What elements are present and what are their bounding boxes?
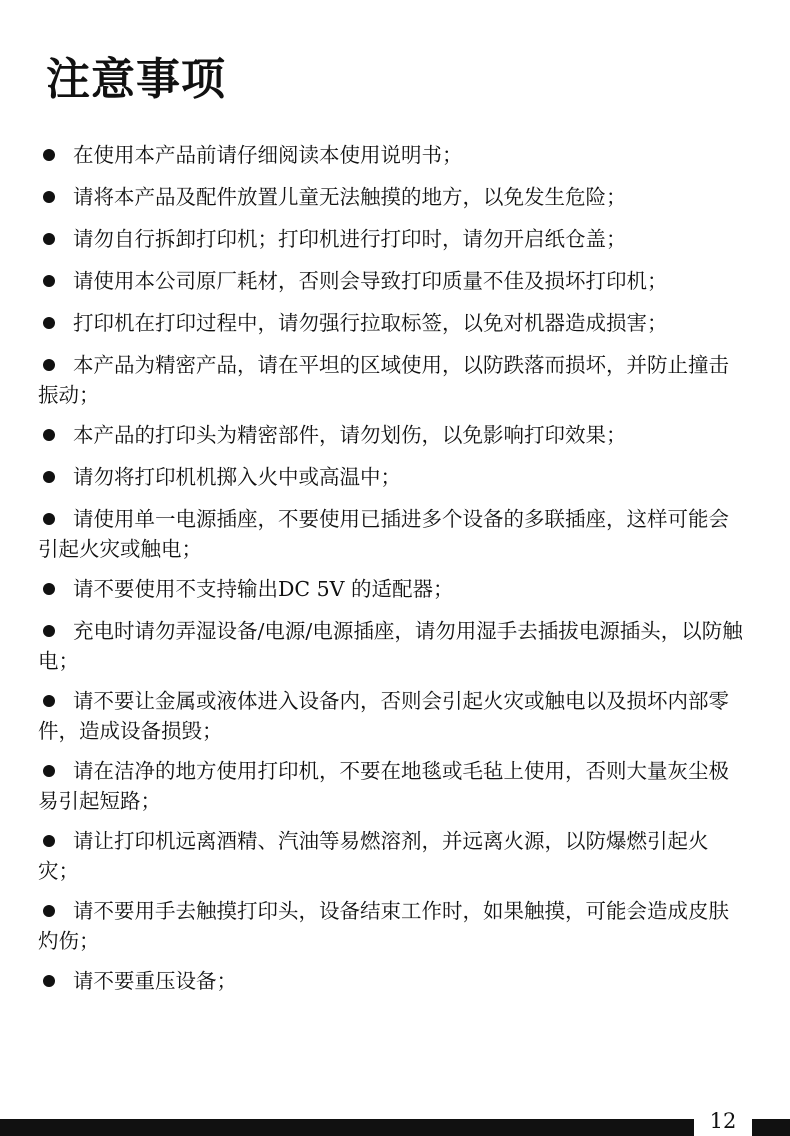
- bullet-icon: [43, 471, 55, 483]
- footer-bar: [0, 1119, 694, 1136]
- list-item-text: 请不要用手去触摸打印头，设备结束工作时，如果触摸，可能会造成皮肤灼伤；: [38, 899, 729, 953]
- list-item: [38, 826, 743, 886]
- list-item: [38, 350, 743, 410]
- list-item-text: 在使用本产品前请仔细阅读本使用说明书；: [73, 143, 463, 167]
- bullet-icon: [43, 359, 55, 371]
- list-item-text: 请让打印机远离酒精、汽油等易燃溶剂，并远离火源，以防爆燃引起火灾；: [38, 829, 709, 883]
- list-item: [38, 756, 743, 816]
- list-item-text: 请在洁净的地方使用打印机，不要在地毯或毛毡上使用，否则大量灰尘极易引起短路；: [38, 759, 729, 813]
- list-item: [38, 140, 743, 170]
- bullet-icon: [43, 149, 55, 161]
- list-item-text: 请不要使用不支持输出DC 5V 的适配器；: [73, 577, 454, 601]
- bullet-icon: [43, 233, 55, 245]
- bullet-icon: [43, 191, 55, 203]
- list-item-text: 请将本产品及配件放置儿童无法触摸的地方，以免发生危险；: [73, 185, 627, 209]
- bullet-icon: [43, 905, 55, 917]
- list-item-text: 本产品的打印头为精密部件，请勿划伤，以免影响打印效果；: [73, 423, 627, 447]
- list-item-text: 本产品为精密产品，请在平坦的区域使用，以防跌落而损坏，并防止撞击振动；: [38, 353, 729, 407]
- list-item-text: 请勿自行拆卸打印机；打印机进行打印时，请勿开启纸仓盖；: [73, 227, 627, 251]
- bullet-icon: [43, 513, 55, 525]
- list-item: [38, 420, 743, 450]
- bullet-icon: [43, 625, 55, 637]
- bullet-icon: [43, 765, 55, 777]
- list-item-text: 请不要让金属或液体进入设备内，否则会引起火灾或触电以及损坏内部零件，造成设备损毁；: [38, 689, 729, 743]
- bullet-icon: [43, 583, 55, 595]
- bullet-icon: [43, 835, 55, 847]
- list-item: [38, 308, 743, 338]
- list-item: [38, 504, 743, 564]
- list-item: [38, 686, 743, 746]
- page-number: 12: [709, 1109, 737, 1133]
- list-item-text: 打印机在打印过程中，请勿强行拉取标签，以免对机器造成损害；: [73, 311, 668, 335]
- list-item: [38, 266, 743, 296]
- precautions-list: [38, 140, 743, 1008]
- list-item: [38, 966, 743, 996]
- bullet-icon: [43, 429, 55, 441]
- bullet-icon: [43, 975, 55, 987]
- bullet-icon: [43, 275, 55, 287]
- list-item: [38, 896, 743, 956]
- list-item-text: 请使用本公司原厂耗材，否则会导致打印质量不佳及损坏打印机；: [73, 269, 668, 293]
- footer-bar-end: [752, 1119, 790, 1136]
- list-item: [38, 182, 743, 212]
- list-item-text: 请不要重压设备；: [73, 969, 237, 993]
- list-item-text: 请勿将打印机机掷入火中或高温中；: [73, 465, 401, 489]
- bullet-icon: [43, 317, 55, 329]
- list-item: [38, 574, 743, 604]
- list-item: [38, 616, 743, 676]
- list-item: [38, 224, 743, 254]
- page-title: 注意事项: [46, 54, 226, 105]
- list-item-text: 请使用单一电源插座，不要使用已插进多个设备的多联插座，这样可能会引起火灾或触电；: [38, 507, 729, 561]
- bullet-icon: [43, 695, 55, 707]
- list-item-text: 充电时请勿弄湿设备/电源/电源插座，请勿用湿手去插拔电源插头，以防触电；: [38, 619, 743, 673]
- list-item: [38, 462, 743, 492]
